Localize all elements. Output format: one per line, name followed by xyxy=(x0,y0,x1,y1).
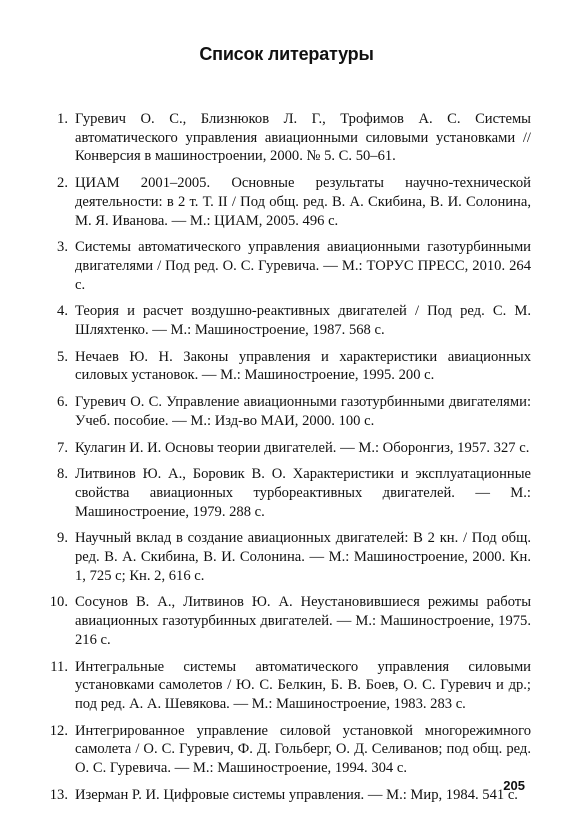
reference-item-4 xyxy=(44,302,531,339)
reference-item-10 xyxy=(44,593,531,649)
reference-item-7 xyxy=(44,439,531,458)
reference-number: 12. xyxy=(49,722,68,739)
reference-list xyxy=(44,110,531,813)
reference-text: Сосунов В. А., Литвинов Ю. А. Неустановившиеся режимы работы авиационных газотурбинных двигателей. — М.: Машиностроение, 1975. 216 с. xyxy=(75,594,531,648)
reference-text: Нечаев Ю. Н. Законы управления и характеристики авиационных силовых установок. — М.: Машиностроение, 1995. 200 с. xyxy=(75,348,531,384)
reference-text: Интегральные системы автоматического управления силовыми установками самолетов / Ю. С. Белкин, Б. В. Боев, О. С. Гуревич и др.; под ред. А. А. Шевякова. — М.: Машиностроение, 1983. 283 с. xyxy=(75,658,531,712)
reference-text: ЦИАМ 2001–2005. Основные результаты научно-технической деятельности: в 2 т. Т. II / Под общ. ред. В. А. Скибина, В. И. Солонина, М. Я. Иванова. — М.: ЦИАМ, 2005. 496 с. xyxy=(75,175,531,229)
reference-number: 8. xyxy=(57,466,68,483)
reference-number: 10. xyxy=(49,594,68,611)
reference-item-6 xyxy=(44,393,531,430)
reference-number: 11. xyxy=(50,658,68,675)
reference-number: 4. xyxy=(57,303,68,320)
reference-text: Системы автоматического управления авиационными газотурбинными двигателями / Под ред. О. С. Гуревича. — М.: ТОРУС ПРЕСС, 2010. 264 с. xyxy=(75,239,531,293)
reference-text: Научный вклад в создание авиационных двигателей: В 2 кн. / Под общ. ред. В. А. Скибина, В. И. Солонина. — М.: Машиностроение, 2000. Кн. 1, 725 с; Кн. 2, 616 с. xyxy=(75,530,531,584)
reference-number: 6. xyxy=(57,394,68,411)
reference-item-2 xyxy=(44,174,531,230)
reference-number: 7. xyxy=(57,439,68,456)
reference-item-9 xyxy=(44,529,531,585)
reference-item-12 xyxy=(44,722,531,778)
page-title: Список литературы xyxy=(199,44,374,64)
reference-item-3 xyxy=(44,238,531,294)
page-number: 205 xyxy=(503,778,525,793)
reference-number: 2. xyxy=(57,175,68,192)
reference-text: Литвинов Ю. А., Боровик В. О. Характеристики и эксплуатационные свойства авиационных турбореактивных двигателей. — М.: Машиностроение, 1979. 288 с. xyxy=(75,466,531,520)
reference-item-11 xyxy=(44,658,531,714)
reference-number: 1. xyxy=(57,111,68,127)
reference-number: 13. xyxy=(49,786,68,803)
reference-number: 3. xyxy=(57,239,68,256)
reference-item-5 xyxy=(44,348,531,385)
reference-text: Кулагин И. И. Основы теории двигателей. — М.: Оборонгиз, 1957. 327 с. xyxy=(75,439,530,456)
reference-item-13 xyxy=(44,786,531,805)
reference-item-8 xyxy=(44,465,531,521)
reference-text: Изерман Р. И. Цифровые системы управления. — М.: Мир, 1984. 541 с. xyxy=(75,786,518,803)
reference-number: 5. xyxy=(57,348,68,365)
reference-number: 9. xyxy=(57,530,68,547)
reference-text: Теория и расчет воздушно-реактивных двигателей / Под ред. С. М. Шляхтенко. — М.: Машиностроение, 1987. 568 с. xyxy=(75,303,531,339)
reference-item-1 xyxy=(44,110,531,166)
reference-text: Гуревич О. С. Управление авиационными газотурбинными двигателями: Учеб. пособие. — М.: Изд-во МАИ, 2000. 100 с. xyxy=(75,394,531,429)
reference-text: Интегрированное управление силовой установкой многорежимного самолета / О. С. Гуревич, Ф. Д. Гольберг, О. Д. Селиванов; под общ. ред. О. С. Гуревича. — М.: Машиностроение, 1994. 304 с. xyxy=(75,722,531,777)
reference-text: Гуревич О. С., Близнюков Л. Г., Трофимов А. С. Системы автоматического управления авиационными силовыми установками // Конверсия в машиностроении, 2000. № 5. С. 50–61. xyxy=(75,111,531,165)
